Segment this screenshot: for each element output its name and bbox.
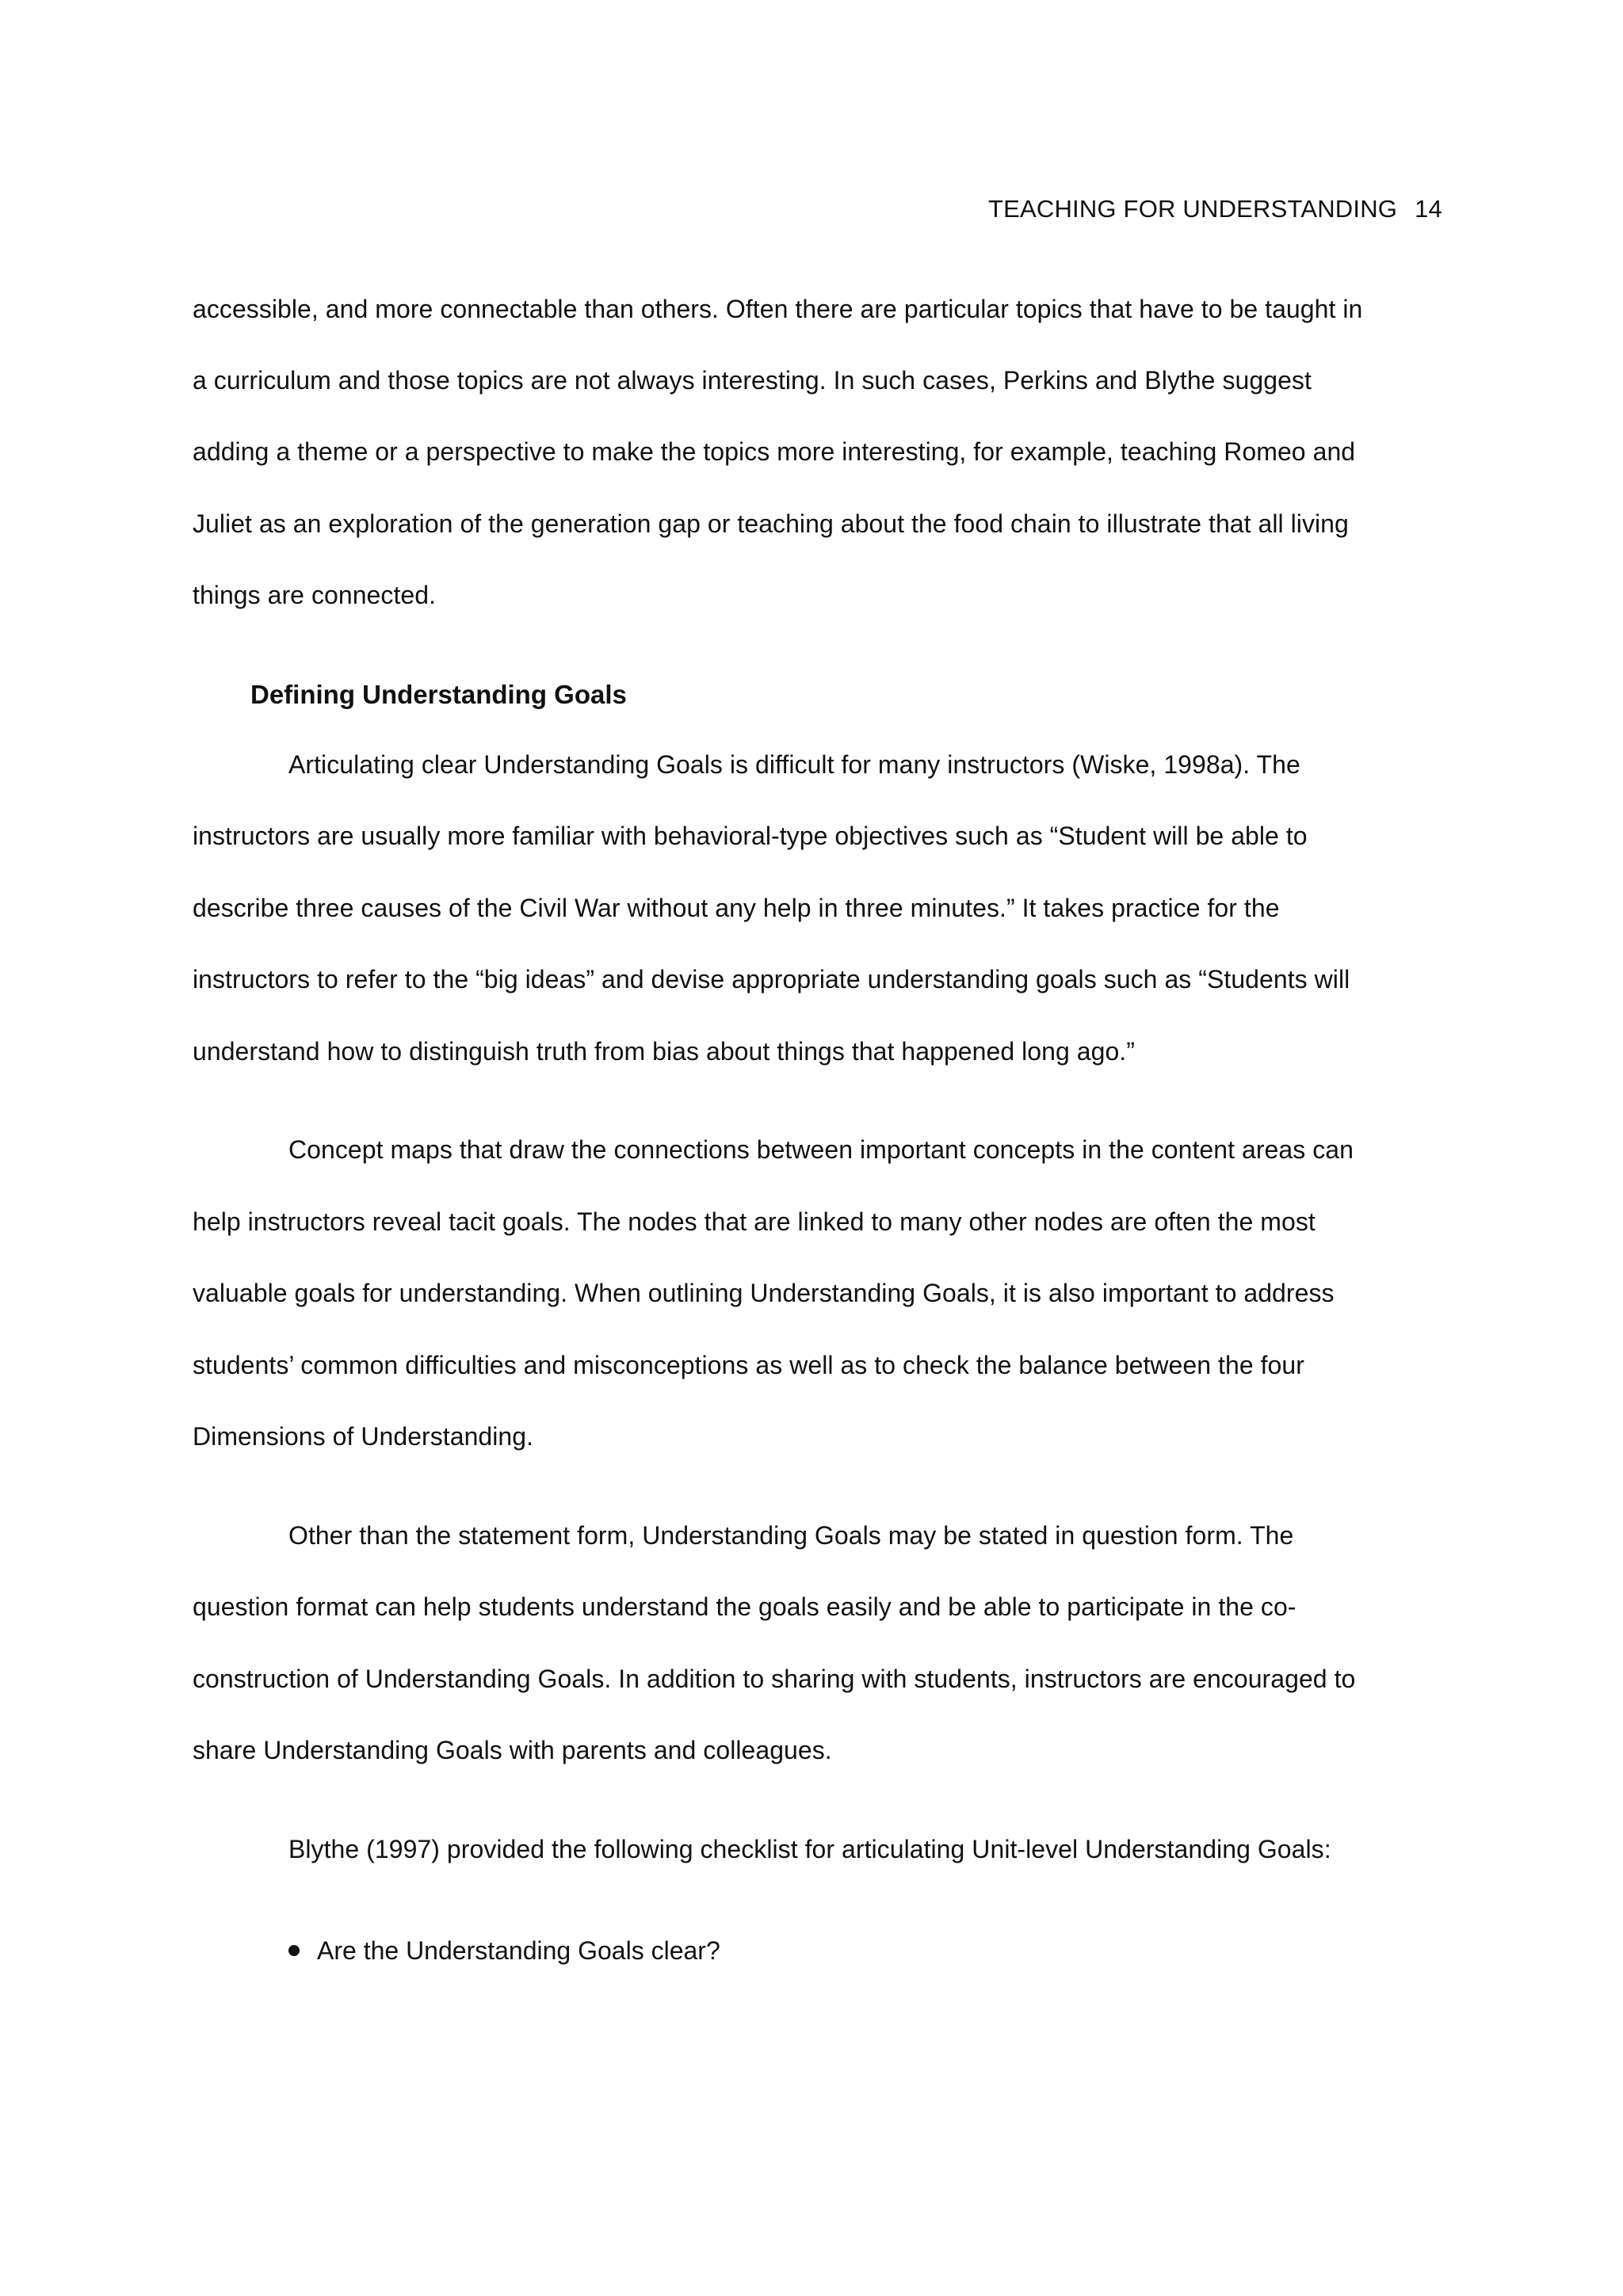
paragraph-line: help instructors reveal tacit goals. The nodes that are linked to many other nodes are often the most — [193, 1207, 1316, 1236]
paragraph-line: Blythe (1997) provided the following checklist for articulating Unit-level Understanding Goals: — [288, 1835, 1331, 1863]
paragraph-line: Juliet as an exploration of the generation gap or teaching about the food chain to illustrate that all living — [193, 509, 1349, 538]
paragraph-line: Concept maps that draw the connections between important concepts in the content areas can — [288, 1135, 1354, 1164]
paragraph-line: valuable goals for understanding. When outlining Understanding Goals, it is also important to address — [193, 1279, 1335, 1307]
paragraph-line: things are connected. — [193, 581, 437, 609]
paragraph-line: describe three causes of the Civil War without any help in three minutes.” It takes practice for the — [193, 894, 1280, 922]
paragraph-line: question format can help students understand the goals easily and be able to participate in the co- — [193, 1592, 1296, 1621]
running-head-title: TEACHING FOR UNDERSTANDING — [987, 195, 1398, 223]
paragraph-line: instructors to refer to the “big ideas” and devise appropriate understanding goals such as “Students will — [193, 965, 1350, 994]
checklist-item-text: Are the Understanding Goals clear? — [317, 1936, 720, 1965]
paragraph-line: a curriculum and those topics are not always interesting. In such cases, Perkins and Blythe suggest — [193, 366, 1312, 395]
paragraph-line: construction of Understanding Goals. In addition to sharing with students, instructors are encouraged to — [193, 1665, 1356, 1693]
paragraph-line: instructors are usually more familiar with behavioral-type objectives such as “Student will be able to — [193, 822, 1308, 850]
paragraph-line: adding a theme or a perspective to make the topics more interesting, for example, teaching Romeo and — [193, 437, 1356, 466]
running-head — [988, 193, 1442, 225]
bullet-icon — [288, 1945, 300, 1956]
page-number: 14 — [1415, 195, 1442, 223]
paragraph-line: Dimensions of Understanding. — [193, 1422, 534, 1451]
paragraph-line: understand how to distinguish truth from bias about things that happened long ago.” — [193, 1037, 1135, 1066]
paragraph-line: Other than the statement form, Understanding Goals may be stated in question form. The — [288, 1521, 1294, 1550]
paragraph-line: students’ common difficulties and misconceptions as well as to check the balance between the four — [193, 1351, 1304, 1379]
paragraph-line: share Understanding Goals with parents and colleagues. — [193, 1736, 832, 1764]
paragraph-line: accessible, and more connectable than others. Often there are particular topics that have to be taught in — [193, 295, 1363, 323]
checklist-item — [288, 1935, 720, 1966]
paragraph-line: Articulating clear Understanding Goals is difficult for many instructors (Wiske, 1998a). The — [288, 750, 1300, 779]
section-heading: Defining Understanding Goals — [250, 680, 627, 709]
